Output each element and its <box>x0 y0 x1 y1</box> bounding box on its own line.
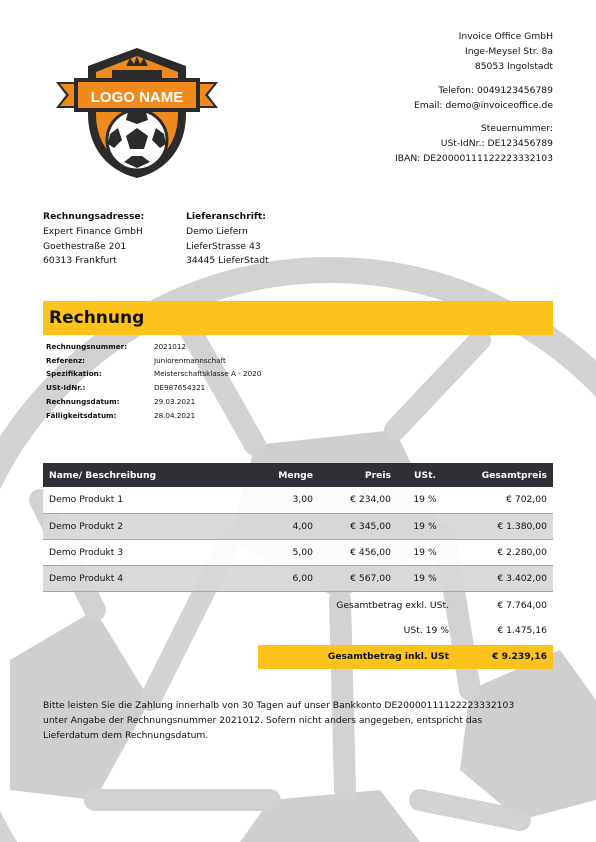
col-header-tax: USt. <box>397 463 453 487</box>
cell-tax: 19 % <box>397 513 453 539</box>
meta-value: Juniorenmannschaft <box>154 355 226 365</box>
total-gross-label: Gesamtbetrag inkl. USt <box>327 651 449 662</box>
meta-row <box>46 395 261 409</box>
meta-row <box>46 409 261 423</box>
company-iban: IBAN: DE20000111122223332103 <box>395 153 553 165</box>
cell-qty: 3,00 <box>256 487 319 513</box>
company-tax-number: Steuernummer: <box>480 123 553 135</box>
meta-value: 29.03.2021 <box>154 396 196 406</box>
table-row <box>43 513 553 539</box>
invoice-meta <box>46 340 261 422</box>
logo <box>52 44 222 184</box>
cell-total: € 2.280,00 <box>453 539 553 565</box>
cell-tax: 19 % <box>397 487 453 513</box>
billing-heading: Rechnungsadresse: <box>43 211 145 222</box>
meta-label: Rechnungsnummer: <box>46 342 128 351</box>
note-line: Bitte leisten Sie die Zahlung innerhalb von 30 Tagen auf unser Bankkonto DE20000111122223332103 <box>43 700 515 711</box>
company-phone: Telefon: 0049123456789 <box>438 84 553 96</box>
note-line: unter Angabe der Rechnungsnummer 2021012. Sofern nicht anders angegeben, entspricht das <box>43 715 483 726</box>
total-tax-label: USt. 19 % <box>403 625 449 636</box>
meta-label: USt-IdNr.: <box>46 383 86 393</box>
billing-line: Expert Finance GmbH <box>43 225 143 237</box>
payment-note <box>43 698 553 743</box>
cell-price: € 234,00 <box>319 487 397 513</box>
total-net-row <box>0 600 596 614</box>
shipping-address <box>186 210 269 269</box>
cell-total: € 1.380,00 <box>453 513 553 539</box>
shipping-line: Demo Liefern <box>186 225 248 237</box>
meta-label: Rechnungsdatum: <box>46 396 120 406</box>
cell-price: € 345,00 <box>319 513 397 539</box>
meta-row <box>46 340 261 354</box>
cell-name: Demo Produkt 4 <box>43 565 256 591</box>
cell-qty: 4,00 <box>256 513 319 539</box>
total-gross-row <box>0 651 596 665</box>
col-header-price: Preis <box>319 463 397 487</box>
shipping-line: 34445 LieferStadt <box>186 255 269 267</box>
total-gross-value: € 9.239,16 <box>492 651 547 662</box>
total-tax-value: € 1.475,16 <box>497 625 547 636</box>
cell-qty: 6,00 <box>256 565 319 591</box>
cell-name: Demo Produkt 1 <box>43 487 256 513</box>
shipping-line: LieferStrasse 43 <box>186 240 261 252</box>
meta-label: Referenz: <box>46 355 86 365</box>
billing-address <box>43 210 144 269</box>
table-row <box>43 487 553 513</box>
billing-line: Goethestraße 201 <box>43 240 127 252</box>
col-header-total: Gesamtpreis <box>453 463 553 487</box>
meta-row <box>46 354 261 368</box>
table-header-row <box>43 463 553 487</box>
cell-price: € 567,00 <box>319 565 397 591</box>
cell-total: € 702,00 <box>453 487 553 513</box>
logo-text: LOGO NAME <box>90 89 184 106</box>
soccer-ball-icon <box>107 110 167 170</box>
table-row <box>43 539 553 565</box>
meta-value: DE987654321 <box>154 383 206 393</box>
note-line: Lieferdatum dem Rechnungsdatum. <box>43 730 209 741</box>
cell-price: € 456,00 <box>319 539 397 565</box>
meta-label: Spezifikation: <box>46 369 102 379</box>
billing-line: 60313 Frankfurt <box>43 255 117 267</box>
meta-value: 28.04.2021 <box>154 410 196 420</box>
meta-row <box>46 367 261 381</box>
shipping-heading: Lieferanschrift: <box>186 211 266 222</box>
company-street: Inge-Meysel Str. 8a <box>465 46 553 58</box>
cell-tax: 19 % <box>397 539 453 565</box>
company-vat-id: USt-IdNr.: DE123456789 <box>440 138 553 150</box>
company-city: 85053 Ingolstadt <box>474 61 553 73</box>
total-net-label: Gesamtbetrag exkl. USt. <box>336 600 449 611</box>
company-name: Invoice Office GmbH <box>458 31 553 42</box>
col-header-qty: Menge <box>256 463 319 487</box>
meta-value: Meisterschaftsklasse A - 2020 <box>154 369 262 379</box>
company-info <box>395 29 553 167</box>
meta-label: Fälligkeitsdatum: <box>46 410 117 420</box>
cell-qty: 5,00 <box>256 539 319 565</box>
table-row <box>43 565 553 591</box>
meta-row <box>46 381 261 395</box>
cell-name: Demo Produkt 3 <box>43 539 256 565</box>
cell-total: € 3.402,00 <box>453 565 553 591</box>
invoice-title: Rechnung <box>49 308 145 328</box>
items-table <box>43 463 553 592</box>
total-tax-row <box>0 625 596 639</box>
total-net-value: € 7.764,00 <box>497 600 547 611</box>
cell-tax: 19 % <box>397 565 453 591</box>
cell-name: Demo Produkt 2 <box>43 513 256 539</box>
meta-value: 2021012 <box>154 342 187 351</box>
col-header-name: Name/ Beschreibung <box>43 463 256 487</box>
company-email: Email: demo@invoiceoffice.de <box>413 99 553 111</box>
invoice-title-bar <box>43 301 553 335</box>
